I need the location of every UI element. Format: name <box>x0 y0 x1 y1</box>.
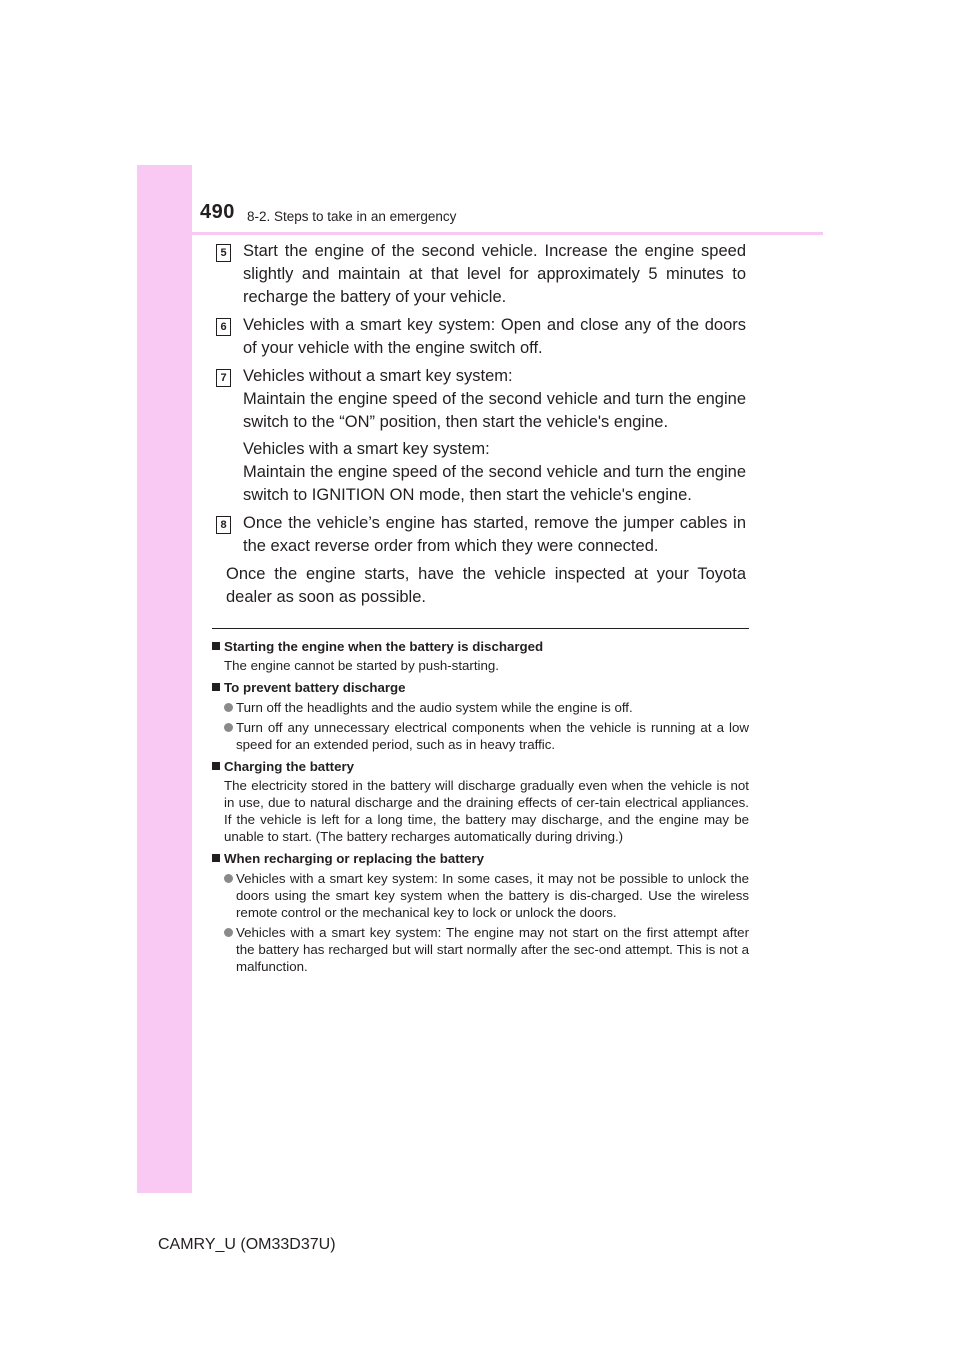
chapter-tab-sidebar <box>137 165 192 1193</box>
step-number-badge: 5 <box>216 244 231 262</box>
note-heading: To prevent battery discharge <box>212 679 749 696</box>
note-heading: When recharging or replacing the battery <box>212 850 749 867</box>
square-bullet-icon <box>212 642 220 650</box>
step-text: Vehicles with a smart key system: Open and close any of the doors of your vehicle with the engine switch off. <box>243 316 746 357</box>
step-list <box>216 240 746 609</box>
round-bullet-icon <box>224 723 233 732</box>
footer-model-code: CAMRY_U (OM33D37U) <box>158 1236 336 1253</box>
step-text: Once the vehicle’s engine has started, remove the jumper cables in the exact reverse order from which they were connected. <box>243 514 746 555</box>
step-number-badge: 6 <box>216 318 231 336</box>
round-bullet-icon <box>224 928 233 937</box>
square-bullet-icon <box>212 854 220 862</box>
step-text: Start the engine of the second vehicle. Increase the engine speed slightly and maintain at that level for approximately 5 minutes to recharge the battery of your vehicle. <box>243 242 746 306</box>
step-6 <box>216 314 746 360</box>
step-text: Maintain the engine speed of the second vehicle and turn the engine switch to the “ON” position, then start the vehicle's engine. <box>243 390 746 431</box>
note-heading: Starting the engine when the battery is discharged <box>212 638 749 655</box>
notes-section <box>212 638 749 975</box>
note-bullet: Vehicles with a smart key system: In some cases, it may not be possible to unlock the doors using the smart key system when the battery is dis-charged. Use the wireless remote control or the mechanical key to lock or unlock the doors. <box>212 870 749 921</box>
step-8 <box>216 512 746 558</box>
round-bullet-icon <box>224 703 233 712</box>
square-bullet-icon <box>212 762 220 770</box>
step-5 <box>216 240 746 309</box>
note-body: The electricity stored in the battery will discharge gradually even when the vehicle is not in use, due to natural discharge and the draining effects of cer-tain electrical appliances. If the vehicle is left for a long time, the battery may discharge, and the engine may be unable to start. (The battery recharges automatically during driving.) <box>224 778 749 844</box>
closing-paragraph: Once the engine starts, have the vehicle inspected at your Toyota dealer as soon as possible. <box>226 565 746 606</box>
note-bullet: Turn off the headlights and the audio system while the engine is off. <box>212 699 749 716</box>
note-heading: Charging the battery <box>212 758 749 775</box>
round-bullet-icon <box>224 874 233 883</box>
step-text: Vehicles with a smart key system: <box>243 440 490 458</box>
square-bullet-icon <box>212 683 220 691</box>
step-text: Maintain the engine speed of the second vehicle and turn the engine switch to IGNITION ON mode, then start the vehicle's engine. <box>243 463 746 504</box>
section-title: 8-2. Steps to take in an emergency <box>247 209 457 224</box>
page-number: 490 <box>200 201 235 223</box>
step-text: Vehicles without a smart key system: <box>243 367 513 385</box>
notes-divider <box>212 628 749 629</box>
step-number-badge: 8 <box>216 516 231 534</box>
note-body: The engine cannot be started by push-starting. <box>224 658 499 673</box>
step-number-badge: 7 <box>216 369 231 387</box>
step-7 <box>216 365 746 507</box>
header-divider <box>192 232 823 235</box>
note-bullet: Vehicles with a smart key system: The engine may not start on the first attempt after the battery has recharged but will start normally after the sec-ond attempt. This is not a malfunction. <box>212 924 749 975</box>
note-bullet: Turn off any unnecessary electrical components when the vehicle is running at a low speed for an extended period, such as in heavy traffic. <box>212 719 749 753</box>
